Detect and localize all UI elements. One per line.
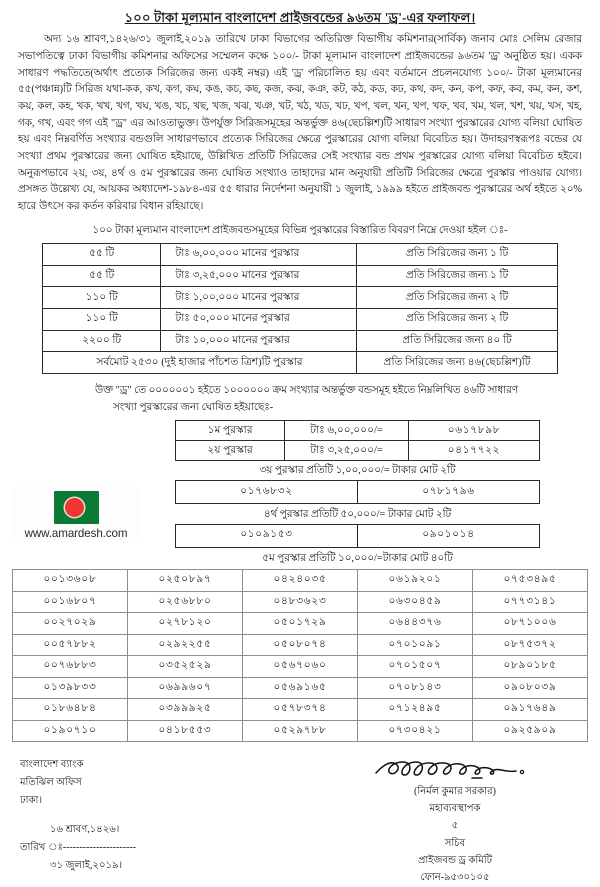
date-label: তারিখ ঃ---------------------- [20,842,137,854]
fifth-prize-number: ০৭৭৩১৪১ [473,591,588,612]
prize-total-label: সর্বমোট ২৫৩০ (দুই হাজার পাঁচশত ত্রিশ)টি পুরস্কার [43,352,357,374]
intro-paragraph: অদ্য ১৬ শ্রাবণ,১৪২৬/৩১ জুলাই,২০১৯ তারিখে ঢাকা বিভাগের অতিরিক্ত বিভাগীয় কমিশনার(সার্বিক) জনাব মোঃ সেলিম রেজার সভাপতিত্বে ঢাকা বিভাগীয় কমিশনার অফিসের সম্মেলন কক্ষে ১০০/- টাকা মূল্যমান বাংলাদেশ প্রাইজবন্ডের ৯৬তম 'ড্র' অনুষ্ঠিত হয়। একক সাধারণ পদ্ধতিতে(অর্থাৎ প্রত্যেক সিরিজের জন্য একই নম্বর) এই 'ড্র' পরিচালিত হয় এবং বর্তমানে প্রচলনযোগ্য ১০০/- টাকা মূল্যমানের ৫৫(পঞ্চান্ন)টি সিরিজ যথা-কক, কখ, কগ, কঘ, কঙ, কচ, কছ, কজ, কঝ, কঞ, কট, কঠ, কড, কঢ, কথ, কদ, কন, কপ, কফ, কব, কম, কন, কশ, কয়, কল, কহ, খক, খখ, খগ, খঘ, খঙ, খচ, খছ, খজ, খঝ, খঞ, খট, খঠ, খড, খঢ, খপ, খল, খন, খপ, খফ, খব, খম, খল, খশ, খয়, খস, খহ, গক, গখ, এবং গগ এই "ড্র" এর আওতাভুক্ত। উপর্যুক্ত সিরিজসমূহের অন্তর্ভুক্ত ৪৬(ছেচল্লিশ)টি সাধারণ সংখ্যা পুরস্কারের যোগ্য বলিয়া ঘোষিত হয় এবং নিম্নবর্ণিত সংখ্যার বন্ডগুলি সাধারণভাবে প্রত্যেক সিরিজের ক্ষেত্রে পুরস্কারের যোগ্য বলিয়া বিবেচিত হয়। উদাহরণস্বরূপঃ বন্ডের যে সংখ্যা প্রথম পুরস্কারের জন্য ঘোষিত হইয়াছে, উল্লিখিত প্রতিটি সিরিজের সেই সংখ্যার বন্ড প্রথম পুরস্কারের যোগ্য বলিয়া বিবেচিত হইবে। অনুরূপভাবে ২য়, ৩য়, ৪র্থ ও ৫ম পুরস্কারের জন্য ঘোষিত সংখ্যাও তাহাদের মান অনুযায়ী প্রতিটি সিরিজের ক্ষেত্রে পুরস্কার পাওয়ার যোগ্য। প্রসঙ্গত উল্লেখ্য যে, আয়কর অধ্যাদেশ-১৯৮৪-এর ৫৫ ধারার নির্দেশনা অনুযায়ী ১ জুলাই, ১৯৯৯ হইতে প্রাইজবন্ড পুরস্কারের অর্থ হইতে ২০% হারে উৎসে কর কর্তন করিবার বিধান রহিয়াছে। [18,34,582,212]
fifth-prize-number: ০৬৪৪৩৭৬ [358,613,473,634]
footer-signatory-block [330,756,580,886]
prize-amount: টাঃ ৩,২৫,০০০ মানের পুরস্কার [161,265,357,287]
prize-per-series: প্রতি সিরিজের জন্য ১ টি [357,243,558,265]
fifth-prize-number: ০০১৬৮০৭ [13,591,128,612]
fifth-prize-number: ০৬৯৯৬০৭ [128,677,243,698]
prize-per-series: প্রতি সিরিজের জন্য ২ টি [357,309,558,331]
fifth-prize-number: ০৩৫২৫২৯ [128,656,243,677]
issue-date-english: ৩১ জুলাই,২০১৯। [50,859,123,871]
table-row [43,330,558,352]
document-footer [0,756,600,887]
fifth-prize-number: ০৮৯০১৮৫ [473,656,588,677]
fifth-prize-number: ০৭৫৩৪৯৫ [473,570,588,591]
fifth-prize-number: ০৫২৯৭৮৮ [243,720,358,741]
issuer-bank-name: বাংলাদেশ ব্যাংক [20,759,84,770]
announcement-line-1: উক্ত "ড্র" তে ০০০০০০১ হইতে ১০০০০০০ ক্রম সংখ্যার অন্তর্ভুক্ত বন্ডসমূহ হইতে নিম্নলিখিত ৪৬টি সাধারণ [95,385,519,397]
second-prize-label: ২য় পুরস্কার [176,440,285,460]
fifth-prize-number: ০২৫৬৮৮০ [128,591,243,612]
table-row-total [43,352,558,374]
fifth-prize-number: ০১৮৬৪৮৪ [13,699,128,720]
prize-per-series: প্রতি সিরিজের জন্য ৪০ টি [357,330,558,352]
watermark-logo [12,487,140,543]
table-row [13,699,588,720]
fifth-prize-number: ০১৩৯৮৩৩ [13,677,128,698]
fifth-prize-number: ০৭০১০৯১ [358,634,473,655]
flag-circle-icon [65,498,84,517]
table-row [176,481,540,504]
fifth-prize-number: ০৫০৮০৭৪ [243,634,358,655]
issuer-city: ঢাকা। [20,794,43,806]
prize-count: ৫৫ টি [43,243,161,265]
fourth-prize-heading: ৪র্থ পুরস্কার প্রতিটি ৫০,০০০/= টাকার মোট ২টি [263,508,452,520]
footer-date-block [20,821,136,874]
fourth-prize-table [175,524,540,548]
first-prize-label: ১ম পুরস্কার [176,420,285,440]
fifth-prize-number: ০২৭৮১২০ [128,613,243,634]
second-prize-amount: টাঃ ৩,২৫,০০০/= [285,440,409,460]
fifth-prize-number: ০৭০১৫০৭ [358,656,473,677]
fifth-prize-number: ০৯২৫৯০৯ [473,720,588,741]
announcement-line-2: সংখ্যা পুরস্কারের জন্য ঘোষিত হইয়াছেঃ- [113,402,274,413]
fifth-prize-number: ০৫০১৭২৯ [243,613,358,634]
fifth-prize-number: ০০৫৭৮৮২ [13,634,128,655]
prize-amount: টাঃ ১,০০,০০০ মানের পুরস্কার [161,287,357,309]
table-row [13,656,588,677]
fifth-prize-number: ০৭১২৪৯৫ [358,699,473,720]
table-row [13,720,588,741]
signatory-phone: ফোন-৯৫৩০১০৫ [420,871,490,883]
fifth-prize-number: ০৬১৯২০১ [358,570,473,591]
prize-count: ১১০ টি [43,287,161,309]
table-row [176,420,540,440]
fifth-prize-heading: ৫ম পুরস্কার প্রতিটি ১০,০০০/=টাকার মোট ৪০টি [262,552,453,564]
signature-icon [330,756,580,782]
table-row [43,309,558,331]
page-title: ১০০ টাকা মূল্যমান বাংলাদেশ প্রাইজবন্ডের ৯৬তম 'ড্র'-এর ফলাফল। [124,10,476,25]
prize-count: ২২০০ টি [43,330,161,352]
signatory-name: (নির্মল কুমার সরকার) [414,786,496,797]
signatory-role: সচিব [444,837,466,849]
fifth-prize-number: ০৬৩০৪৫৯ [358,591,473,612]
third-prize-number: ০৭৮১৭৯৬ [358,481,540,504]
fourth-prize-number: ০১০৯১৫৩ [176,524,358,547]
first-second-prize-table [175,420,540,461]
third-prize-table [175,480,540,504]
table-row [13,677,588,698]
fifth-prize-number: ০০৭৬৮৮৩ [13,656,128,677]
prize-count: ১১০ টি [43,309,161,331]
fifth-prize-number: ০৪৮৩৬২৩ [243,591,358,612]
fourth-prize-number: ০৯০১০১৪ [358,524,540,547]
fifth-prize-number: ০১৯০৭১০ [13,720,128,741]
distribution-intro: ১০০ টাকা মূল্যমান বাংলাদেশ প্রাইজবন্ডসমূহের বিভিন্ন পুরস্কারের বিস্তারিত বিবরণ নিম্নে দেওয়া হইল ঃ- [92,224,508,236]
fifth-prize-number: ০৮৭৫৩৭২ [473,634,588,655]
fifth-prize-number-grid [12,569,588,742]
table-row [13,613,588,634]
third-prize-heading: ৩য় পুরস্কার প্রতিটি ১,০০,০০০/= টাকার মোট ২টি [259,465,456,477]
fifth-prize-number: ০০১৩৬০৮ [13,570,128,591]
fifth-prize-number: ০৯১৭৬৪৯ [473,699,588,720]
signatory-ampersand: ৫ [451,820,459,832]
footer-issuer-block [20,756,136,875]
table-row [176,524,540,547]
prize-distribution-section [0,241,600,374]
fifth-prize-number: ০২৫০৮৯৭ [128,570,243,591]
fifth-prize-number: ০৫৬৭০৬০ [243,656,358,677]
first-prize-amount: টাঃ ৬,০০,০০০/= [285,420,409,440]
prize-distribution-table [42,243,558,374]
fifth-prize-number: ০৪২৪০৩৫ [243,570,358,591]
prize-per-series: প্রতি সিরিজের জন্য ২ টি [357,287,558,309]
third-prize-number: ০১৭৬৮৩২ [176,481,358,504]
table-row [43,243,558,265]
table-row [43,287,558,309]
table-row [176,440,540,460]
prize-amount: টাঃ ৫০,০০০ মানের পুরস্কার [161,309,357,331]
issue-date-bengali: ১৬ শ্রাবণ,১৪২৬। [50,824,120,836]
fifth-prize-number: ০৫৬৯১৬৫ [243,677,358,698]
fifth-prize-number: ০৩৯৯৯২৫ [128,699,243,720]
prize-total-per: প্রতি সিরিজের জন্য ৪৬(ছেচল্লিশ)টি [357,352,558,374]
announcement-block [0,374,600,417]
prize-amount: টাঃ ৬,০০,০০০ মানের পুরস্কার [161,243,357,265]
table-row [13,634,588,655]
fifth-prize-number: ০৭৩০৪২১ [358,720,473,741]
fifth-prize-number: ০২৯২২৫৫ [128,634,243,655]
bangladesh-flag-icon [54,491,99,524]
prize-per-series: প্রতি সিরিজের জন্য ১ টি [357,265,558,287]
prize-count: ৫৫ টি [43,265,161,287]
fifth-prize-number: ০৪১৮৫৫৩ [128,720,243,741]
second-prize-number: ০৪১৭৭২২ [408,440,539,460]
fifth-prize-grid-section [0,567,600,742]
signatory-committee: প্রাইজবন্ড ড্র কমিটি [417,854,493,866]
signatory-designation: মহাব্যবস্থাপক [429,803,481,815]
fifth-prize-number: ০৭০৮১৪৩ [358,677,473,698]
prize-amount: টাঃ ১০,০০০ মানের পুরস্কার [161,330,357,352]
table-row [13,570,588,591]
fifth-prize-number: ০৫৭৮৩৭৪ [243,699,358,720]
fifth-prize-number: ০৮৭১০০৬ [473,613,588,634]
fifth-prize-number: ০০২৭০২৯ [13,613,128,634]
first-prize-number: ০৬১৭৮৯৮ [408,420,539,440]
issuer-office-name: মতিঝিল অফিস [20,776,82,788]
fifth-prize-number: ০৯০৮০৩৯ [473,677,588,698]
watermark-site-label: www.amardesh.com [24,527,128,540]
table-row [13,591,588,612]
table-row [43,265,558,287]
